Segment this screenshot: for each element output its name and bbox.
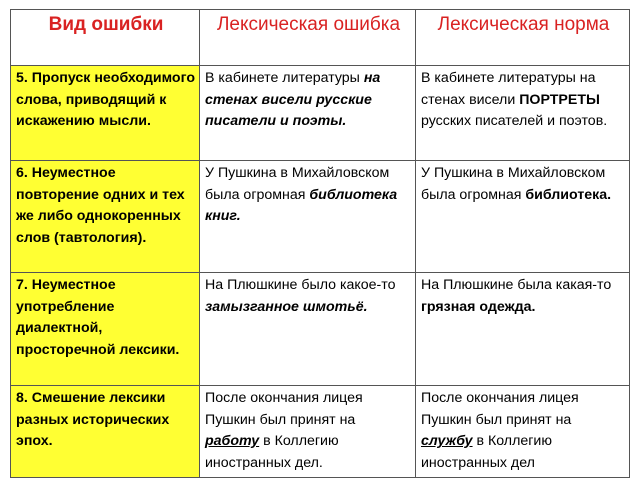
error-example-cell [200,66,416,161]
header-lexical-error: Лексическая ошибка [200,10,416,66]
example-text: На Плюшкине была какая-то [421,277,612,293]
example-text: русских писателей и поэтов. [421,113,608,129]
error-example-cell [200,273,416,386]
norm-example-cell [416,386,630,478]
highlighted-correction-text: ПОРТРЕТЫ [519,91,600,108]
lexical-errors-table [10,9,630,478]
example-text: У Пушкина в Михайловском была огромная [205,165,390,203]
table-row [11,66,630,161]
highlighted-correction-text: библиотека. [525,186,612,203]
error-type-cell: 7. Неуместное употребление диалектной, просторечной лексики. [11,273,200,386]
table-row [11,161,630,273]
highlighted-error-text: библиотека книг. [205,186,398,224]
table-row [11,273,630,386]
error-type-cell: 6. Неуместное повторение одних и тех же либо однокоренных слов (тавтология). [11,161,200,273]
error-example-cell [200,161,416,273]
highlighted-correction-text: службу [421,433,473,449]
table-row [11,386,630,478]
example-text: в Коллегию иностранных дел. [205,433,339,471]
header-lexical-norm: Лексическая норма [416,10,630,66]
norm-example-cell [416,273,630,386]
norm-example-cell [416,66,630,161]
header-row [11,10,630,66]
example-text: в Коллегию иностранных дел [421,433,552,471]
highlighted-error-text: работу [205,433,260,449]
error-example-cell [200,386,416,478]
error-type-cell: 5. Пропуск необходимого слова, приводящий к искажению мысли. [11,66,200,161]
highlighted-error-text: замызганное шмотьё. [205,298,368,315]
error-type-cell: 8. Смешение лексики разных исторических эпох. [11,386,200,478]
example-text: В кабинете литературы [205,70,364,86]
example-text: На Плюшкине было какое-то [205,277,396,293]
highlighted-error-text: на стенах висели русские писатели и поэты. [205,70,381,129]
highlighted-correction-text: грязная одежда. [421,298,536,315]
header-error-type: Вид ошибки [11,10,200,66]
example-text: У Пушкина в Михайловском была огромная [421,165,606,203]
norm-example-cell [416,161,630,273]
example-text: После окончания лицея Пушкин был принят на [421,390,579,428]
example-text: В кабинете литературы на стенах висели [421,70,596,108]
example-text: После окончания лицея Пушкин был принят на [205,390,363,428]
